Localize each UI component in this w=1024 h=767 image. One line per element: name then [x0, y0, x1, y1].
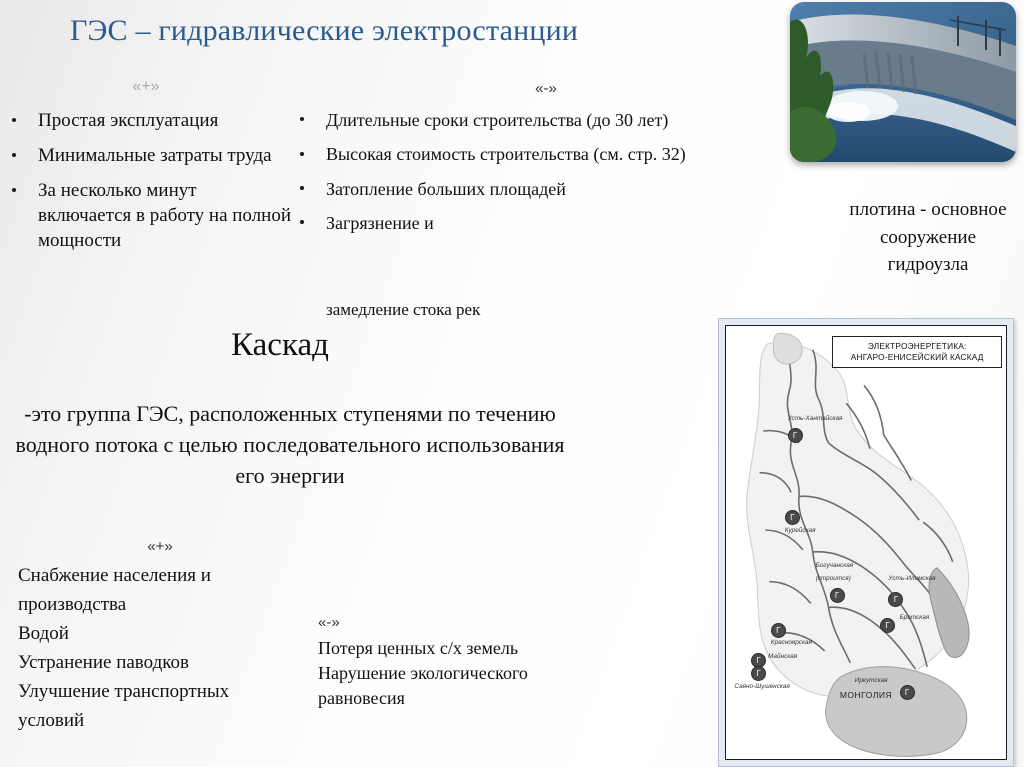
list-item: равновесия — [318, 688, 405, 709]
bullet-icon — [12, 118, 16, 122]
map-station-marker-maynskaya[interactable]: Г — [751, 653, 766, 668]
map-legend — [832, 336, 1002, 368]
map-station-label-irkutskaya: Иркутская — [854, 676, 888, 684]
cascade-pros-list — [18, 563, 298, 737]
bullet-icon — [300, 117, 304, 121]
map-figure — [718, 318, 1014, 767]
list-item — [4, 143, 294, 168]
cons-tail-text: замедление стока рек — [326, 300, 481, 319]
dam-photo — [790, 2, 1016, 162]
list-item-label: Высокая стоимость строительства (см. стр. 32) — [326, 144, 686, 165]
list-item — [292, 108, 712, 132]
map-station-label-krasnoyarskaya: Красноярская — [770, 639, 812, 647]
cons-list-top — [292, 108, 712, 245]
bullet-icon — [300, 186, 304, 190]
list-item-label: Загрязнение и — [326, 212, 434, 233]
map-station-label-ust-hantayskaya: Усть-Хантайская — [787, 414, 843, 422]
cascade-definition: -это группа ГЭС, расположенных ступенями по течению водного потока с целью последовательного использования его энергии — [15, 401, 565, 489]
list-item-label: Простая эксплуатация — [38, 110, 219, 131]
map-station-label-kureyskaya: Курейская — [784, 527, 816, 535]
bullet-icon — [300, 220, 304, 224]
map-station-marker-boguchanskaya[interactable]: Г — [830, 588, 845, 603]
list-item-label: Затопление больших площадей — [326, 178, 566, 199]
list-item: Снабжение населения и — [18, 565, 211, 586]
map-station-marker-ust-ilimskaya[interactable]: Г — [888, 592, 903, 607]
map-station-marker-bratskaya[interactable]: Г — [880, 618, 895, 633]
page-title: ГЭС – гидравлические электростанции — [70, 14, 579, 47]
map-country-label-mongolia: МОНГОЛИЯ — [839, 689, 893, 700]
map-station-label-boguchanskaya: Богучанская — [815, 561, 854, 569]
list-item — [4, 108, 294, 133]
list-item: Нарушение экологического — [318, 663, 528, 684]
list-item: условий — [18, 709, 85, 731]
list-item-label: Длительные сроки строительства (до 30 лет) — [326, 110, 669, 130]
list-item — [292, 142, 712, 166]
map-canvas — [725, 325, 1007, 760]
map-station-label-ust-ilimskaya: Усть-Илимская — [888, 574, 936, 582]
map-station-label-maynskaya: Майнская — [768, 652, 798, 660]
list-item-label: Минимальные затраты труда — [38, 145, 272, 167]
pros-list-top — [4, 108, 294, 263]
map-station-marker-kureyskaya[interactable]: Г — [785, 510, 800, 525]
cons-heading-top: «-» — [535, 80, 557, 97]
list-item: Устранение паводков — [18, 651, 189, 673]
cascade-pros-heading: «+» — [147, 538, 173, 555]
cascade-heading: Каскад — [231, 327, 329, 363]
dam-photo-caption: плотина - основное сооружение гидроузла — [849, 199, 1007, 276]
list-item: производства — [18, 593, 127, 615]
map-station-label-sayano-shushenskaya: Саяно-Шушенская — [734, 683, 790, 691]
list-item — [292, 211, 712, 235]
list-item: Водой — [18, 622, 69, 644]
bullet-icon — [300, 152, 304, 156]
cascade-cons-list — [318, 636, 648, 712]
map-station-marker-ust-hantayskaya[interactable]: Г — [788, 428, 803, 443]
list-item-label: За несколько минут включается в работу на полной мощности — [38, 180, 291, 252]
list-item — [292, 177, 712, 201]
map-legend-line-1: ЭЛЕКТРОЭНЕРГЕТИКА: — [867, 341, 967, 351]
cascade-cons-heading: «-» — [318, 614, 340, 631]
pros-heading-top: «+» — [132, 78, 160, 95]
list-item: Потеря ценных с/х земель — [318, 638, 519, 658]
list-item: Улучшение транспортных — [18, 680, 230, 702]
map-station-marker-irkutskaya[interactable]: Г — [900, 685, 915, 700]
bullet-icon — [12, 188, 16, 192]
map-legend-line-2: АНГАРО-ЕНИСЕЙСКИЙ КАСКАД — [850, 352, 984, 363]
map-station-label-boguchanskaya-status: (строится) — [815, 574, 851, 582]
bullet-icon — [12, 153, 16, 157]
map-station-marker-krasnoyarskaya[interactable]: Г — [771, 623, 786, 638]
map-station-marker-sayano-shushenskaya[interactable]: Г — [751, 666, 766, 681]
list-item — [4, 178, 294, 253]
map-station-label-bratskaya: Братская — [899, 613, 930, 621]
